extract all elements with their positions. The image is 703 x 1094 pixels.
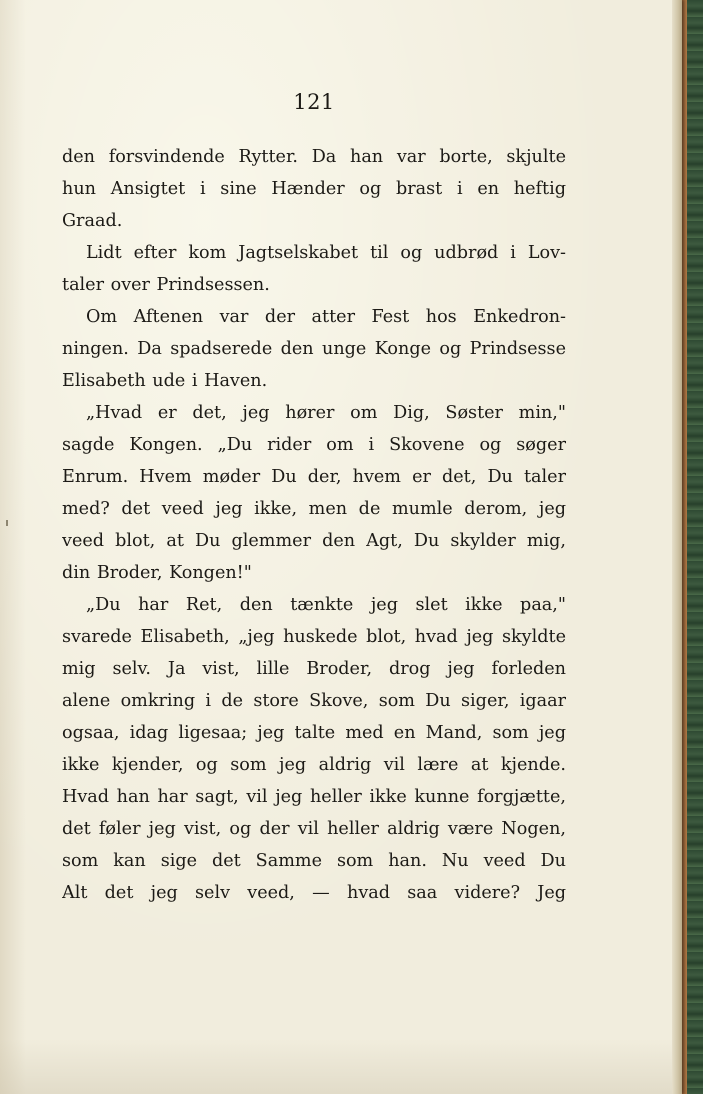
text-line: med? det veed jeg ikke, men de mumle derom, jeg	[62, 499, 566, 519]
body-text	[62, 141, 566, 909]
text-line: „Hvad er det, jeg hører om Dig, Søster min,"	[86, 403, 566, 423]
text-line: din Broder, Kongen!"	[62, 563, 252, 583]
text-line: ogsaa, idag ligesaa; jeg talte med en Mand, som jeg	[62, 723, 566, 743]
text-line: det føler jeg vist, og der vil heller aldrig være Nogen,	[62, 819, 566, 839]
text-line: veed blot, at Du glemmer den Agt, Du skylder mig,	[62, 531, 566, 551]
text-line: Enrum. Hvem møder Du der, hvem er det, Du taler	[62, 467, 566, 487]
text-line: mig selv. Ja vist, lille Broder, drog jeg forleden	[62, 659, 566, 679]
cover-binding-trim	[682, 0, 687, 1094]
text-line: Om Aftenen var der atter Fest hos Enkedron-	[86, 307, 566, 327]
text-line: ningen. Da spadserede den unge Konge og Prindsesse	[62, 339, 566, 359]
text-line: hun Ansigtet i sine Hænder og brast i en heftig	[62, 179, 566, 199]
text-line: „Du har Ret, den tænkte jeg slet ikke paa,"	[86, 595, 566, 615]
page-number: 121	[293, 90, 335, 114]
text-line: Graad.	[62, 211, 123, 231]
margin-mark	[6, 520, 8, 526]
page-fore-edge	[672, 0, 682, 1094]
text-line: den forsvindende Rytter. Da han var borte, skjulte	[62, 147, 566, 167]
text-line: Lidt efter kom Jagtselskabet til og udbrød i Lov-	[86, 243, 566, 263]
text-line: taler over Prindsessen.	[62, 275, 270, 295]
text-line: alene omkring i de store Skove, som Du siger, igaar	[62, 691, 566, 711]
text-line: Hvad han har sagt, vil jeg heller ikke kunne forgjætte,	[62, 787, 566, 807]
text-line: som kan sige det Samme som han. Nu veed Du	[62, 851, 566, 871]
text-line: Alt det jeg selv veed, — hvad saa videre? Jeg	[62, 883, 566, 903]
text-line: sagde Kongen. „Du rider om i Skovene og søger	[62, 435, 566, 455]
text-line: svarede Elisabeth, „jeg huskede blot, hvad jeg skyldte	[62, 627, 566, 647]
text-line: ikke kjender, og som jeg aldrig vil lære at kjende.	[62, 755, 566, 775]
text-line: Elisabeth ude i Haven.	[62, 371, 268, 391]
